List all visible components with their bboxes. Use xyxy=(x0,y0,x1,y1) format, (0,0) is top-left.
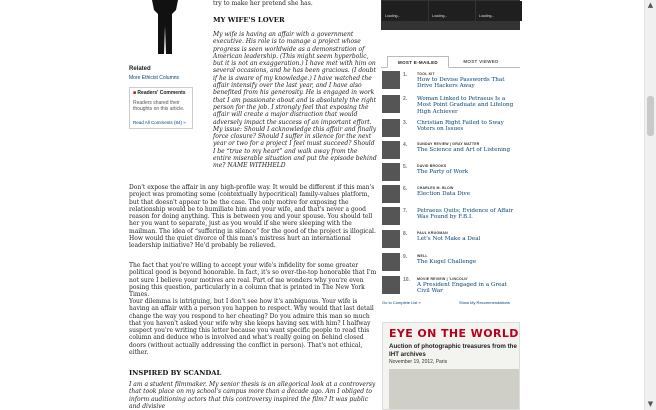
answer-paragraph-1: Don't expose the affair in any high-profile way. It would be different if this man's project was promoting some (contextually hypocritical) family-values platform, but that doesn't appear to be the case. The only motive for exposing the relationship would be to humiliate him and your wife, and that's never a good reason for doing anything. This is between you and your spouse. You should tell her you want to separate, just as you would if she were sleeping with the mailman. The idea of “suffering in silence” for the good of the project is illogical. How would the quiet divorce of this man's mistress hurt an international leadership initiative? He'd probably be relieved. xyxy=(129,184,376,250)
article-thumbnail[interactable] xyxy=(382,185,400,203)
list-item[interactable] xyxy=(381,94,520,118)
scrollbar-thumb[interactable] xyxy=(647,96,654,136)
rank-number: 2. xyxy=(403,96,408,102)
rank-number: 4. xyxy=(403,142,408,148)
recommendations-link[interactable]: Show My Recommendations xyxy=(459,300,510,305)
video-loading-label: Loading... xyxy=(479,14,495,18)
ad-date: November 19, 2012, Paris xyxy=(389,359,448,365)
related-heading: Related xyxy=(129,66,151,72)
list-item[interactable] xyxy=(381,140,520,164)
right-column xyxy=(381,0,521,410)
list-item[interactable] xyxy=(381,275,520,299)
list-item[interactable] xyxy=(381,70,520,94)
article-thumbnail[interactable] xyxy=(382,119,400,137)
item-title-link[interactable]: How to Devise Passwords That Drive Hackers Away xyxy=(417,77,505,90)
list-item[interactable] xyxy=(381,206,520,230)
video-loading-label: Loading... xyxy=(432,14,448,18)
list-item[interactable] xyxy=(381,184,520,208)
item-title-link[interactable]: The Science and Art of Listening xyxy=(417,147,511,153)
rank-number: 8. xyxy=(403,231,408,237)
article-thumbnail[interactable] xyxy=(382,71,400,89)
list-item[interactable] xyxy=(381,229,520,253)
item-title-link[interactable]: Christian Right Failed to Sway Voters on Issues xyxy=(417,120,504,133)
section-heading-wifes-lover: MY WIFE'S LOVER xyxy=(213,16,285,24)
rank-number: 6. xyxy=(403,186,408,192)
answer-paragraph-2: The fact that you're willing to accept your wife's infidelity for some greater political good is beyond honorable. In fact, it's so over-the-top honorable that I'm not sure I believe your motives are real. Part of me wonders why you're even posing this question, particularly in a column that is printed in The New York Times. xyxy=(129,262,377,299)
answer-paragraph-3: Your dilemma is intriguing, but I don't see how it's ambiguous. Your wife is having an affair with a person you happen to respect. Why would that last detail change the way you respond to her cheating? Do you admire this man so much that you haven't asked your wife why she keeps having sex with him? I halfway suspect you're writing this letter because you want specific people to read this column and deduce who is involved and what's really going on behind closed doors (without actually addressing the conflict in person). That's not ethical, either. xyxy=(129,298,374,357)
rank-number: 5. xyxy=(403,164,408,170)
rank-number: 1. xyxy=(403,72,408,78)
item-kicker: MOVIE REVIEW | 'LINCOLN' xyxy=(417,277,469,281)
item-kicker: DAVID BROOKS xyxy=(417,164,447,168)
video-thumb[interactable] xyxy=(382,1,428,21)
rank-number: 3. xyxy=(403,120,408,126)
scroll-down-arrow-icon[interactable]: ▼ xyxy=(647,400,654,408)
ad-photo xyxy=(389,369,519,410)
item-kicker: CHARLES M. BLOW xyxy=(417,186,454,190)
tab-most-emailed[interactable]: MOST E-MAILED xyxy=(387,56,449,68)
readers-comments-title: Readers' Comments xyxy=(137,90,186,96)
tab-most-viewed[interactable]: MOST VIEWED xyxy=(463,59,499,64)
item-title-link[interactable]: A President Engaged in a Great Civil War xyxy=(417,282,507,295)
read-all-comments-link[interactable]: Read All Comments (84) » xyxy=(133,120,186,125)
readers-comments-text: Readers shared their thoughts on this article. xyxy=(133,100,185,112)
intro-tail: try to make her pretend she has. xyxy=(213,0,313,7)
article-thumbnail[interactable] xyxy=(382,207,400,225)
article-thumbnail[interactable] xyxy=(382,276,400,294)
ad-title: EYE ON THE WORLD xyxy=(389,327,519,340)
advertisement[interactable] xyxy=(382,322,520,410)
rank-number: 9. xyxy=(403,254,408,260)
rank-number: 7. xyxy=(403,208,408,214)
item-kicker: TOOL KIT xyxy=(417,72,435,76)
most-popular-tabs xyxy=(381,54,520,68)
video-thumb[interactable] xyxy=(429,1,475,21)
item-title-link[interactable]: Election Data Dive xyxy=(417,191,471,197)
article-thumbnail[interactable] xyxy=(382,253,400,271)
letter-inspired-by-scandal: I am a student filmmaker. My senior thesis is an allegorical look at a controversy that took place on my school's campus more than a decade ago. Am I obliged to inform auditioning actors that this controversy inspired the film? It was public and divisive xyxy=(129,381,376,410)
rank-number: 10. xyxy=(403,277,410,283)
section-heading-inspired-by-scandal: INSPIRED BY SCANDAL xyxy=(129,369,222,377)
item-title-link[interactable]: The Kugel Challenge xyxy=(417,259,477,265)
item-kicker: PAUL KRUGMAN xyxy=(417,231,448,235)
letter-wifes-lover: My wife is having an affair with a government executive. His role is to manage a project whose progress is seen worldwide as a demonstration of American leadership. (This might seem hyperbolic, but it is not an exaggeration.) I have met with him on several occasions, and he has been gracious. (I doubt if he is aware of my knowledge.) I have watched the affair intensify over the last year, and I have also benefited from his generosity. He is engaged in work that I am passionate about and is absolutely the right person for the job. I strongly feel that exposing the affair will create a major distraction that would adversely impact the success of an important effort. My issue: Should I acknowledge this affair and finally force closure? Should I suffer in silence for the next year or two for a project I feel must succeed? Should I be “true to my heart” and walk away from the entire miserable situation and put the episode behind me? NAME WITHHELD xyxy=(213,31,377,170)
article-thumbnail[interactable] xyxy=(382,230,400,248)
item-title-link[interactable]: The Party of Work xyxy=(417,169,469,175)
vertical-scrollbar[interactable] xyxy=(644,0,656,410)
item-title-link[interactable]: Petraeus Quits; Evidence of Affair Was Found by F.B.I. xyxy=(417,208,514,221)
video-loading-label: Loading... xyxy=(385,14,401,18)
article-thumbnail[interactable] xyxy=(382,141,400,159)
article-body xyxy=(127,0,377,410)
item-title-link[interactable]: Woman Linked to Petraeus Is a Most Point Graduate and Lifelong High Achiever xyxy=(417,96,514,115)
ad-subtitle: Auction of photographic treasures from the IHT archives xyxy=(389,343,517,358)
article-thumbnail[interactable] xyxy=(382,95,400,113)
video-thumb[interactable] xyxy=(476,1,522,21)
list-item[interactable] xyxy=(381,118,520,142)
more-ethicist-link[interactable]: More Ethicist Columns xyxy=(129,75,180,81)
item-kicker: SUNDAY REVIEW | GRAY MATTER xyxy=(417,142,480,146)
item-title-link[interactable]: Let's Not Make a Deal xyxy=(417,236,481,242)
item-kicker: WELL xyxy=(417,254,428,258)
complete-list-link[interactable]: Go to Complete List » xyxy=(382,300,421,305)
list-item[interactable] xyxy=(381,252,520,276)
comment-bullet-icon: ■ xyxy=(133,90,137,96)
list-item[interactable] xyxy=(381,162,520,186)
article-thumbnail[interactable] xyxy=(382,163,400,181)
video-strip xyxy=(381,0,520,30)
scroll-up-arrow-icon[interactable]: ▲ xyxy=(647,1,654,9)
